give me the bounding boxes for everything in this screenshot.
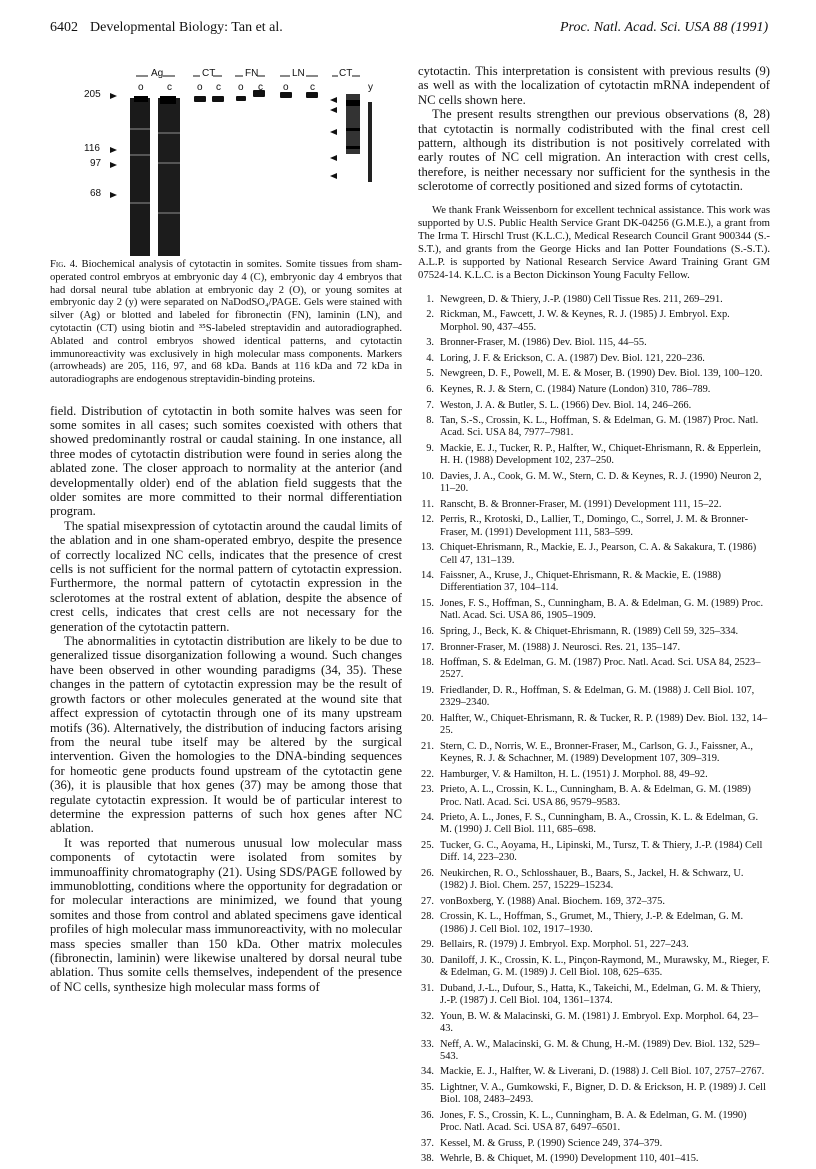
reference-item [418,542,770,567]
reference-item [418,471,770,496]
reference-item [418,741,770,766]
marker-97: 97 [90,158,102,169]
reference-text: Kessel, M. & Gruss, P. (1990) Science 249, 374–379. [440,1137,663,1149]
right-column [418,64,770,1169]
reference-text: Davies, J. A., Cook, G. M. W., Stern, C. D. & Keynes, R. J. (1990) Neuron 2, 11–20. [440,470,762,495]
section-title: Developmental Biology: Tan et al. [90,20,283,35]
reference-number: 12. [421,514,434,526]
reference-item [418,868,770,893]
reference-text: Perris, R., Krotoski, D., Lallier, T., Domingo, C., Sorrel, J. M. & Bronner-Fraser, M. (1991) Development 111, 583–599. [440,514,749,538]
reference-text: Duband, J.-L., Dufour, S., Hatta, K., Takeichi, M., Edelman, G. M. & Thiery, J.-P. (1987) J. Cell Biol. 104, 1361–1374. [440,982,761,1007]
group-label-ln: LN [292,68,305,79]
reference-number: 1. [426,293,434,305]
paragraph: cytotactin. This interpretation is consistent with previous results (9) as well as with the localization of cytotactin mRNA independent of NC cells shown here. [418,64,770,107]
reference-number: 33. [421,1038,434,1050]
reference-text: Bronner-Fraser, M. (1988) J. Neurosci. Res. 21, 135–147. [440,641,681,653]
reference-number: 34. [421,1066,434,1078]
reference-number: 35. [421,1082,434,1094]
reference-number: 7. [426,399,434,411]
lane-label: o [283,82,289,93]
figure-caption [50,259,402,387]
acknowledgment: We thank Frank Weissenborn for excellent technical assistance. This work was supported by U.S. Public Health Service Grant DK-04256 (G.M.E.), a grant from The Irma T. Hirschl Trust (K.L.C.), Medical Research Council Grant 900344 (S.-S.T.), and grants from the George Hicks and Ian Potter Foundations (S.-S.T.). A.L.P. is supported by National Research Service Award Training Grant GM 07524-14. K.L.C. is a Becton Dickinson Young Faculty Fellow. [418,203,770,281]
reference-number: 8. [426,415,434,427]
figure-caption-text: Biochemical analysis of cytotactin in somites. Somite tissues from sham-operated control embryos at embryonic day 4 (C), embryonic day 4 embryos that had dorsal neural tube ablation at embryonic day 2 (O), or young somites at embryonic day 2 (y) were separated on NaDodSO₄/PAGE. Gels were stained with silver (Ag) or blotted and labeled for fibronectin (FN), laminin (LN), and cytotactin (CT) using biotin and ³⁵S-labeled streptavidin and autoradiographed. Ablated and control embryos showed identical patterns, and cytotactin immunoreactivity was exclusively in high molecular mass components. Markers (arrowheads) are 205, 116, 97, and 68 kDa. Bands at 116 kDa and 72 kDa in autoradiographs are endogenous streptavidin-binding proteins. [50,259,402,386]
reference-number: 6. [426,383,434,395]
lane-label: c [258,82,263,93]
lane-label: c [216,82,221,93]
reference-text: Prieto, A. L., Crossin, K. L., Cunningham, B. A. & Edelman, G. M. (1989) Proc. Natl. Acad. Sci. USA 86, 9579–9583. [440,784,751,808]
reference-item [418,713,770,738]
reference-number: 28. [421,911,434,923]
reference-number: 4. [426,352,434,364]
reference-text: Loring, J. F. & Erickson, C. A. (1987) Dev. Biol. 121, 220–236. [440,352,705,364]
reference-text: Keynes, R. J. & Stern, C. (1984) Nature (London) 310, 786–789. [440,383,711,395]
reference-number: 16. [421,625,434,637]
reference-number: 10. [421,470,434,482]
lane-label: y [368,82,373,93]
reference-number: 2. [426,309,434,321]
reference-text: Mackie, E. J., Halfter, W. & Liverani, D. (1988) J. Cell Biol. 107, 2757–2767. [440,1066,765,1078]
paragraph: field. Distribution of cytotactin in both somite halves was seen for some somites in all cases; such somites coexisted with others that showed predominantly rostral or caudal staining. In one instance, all three modes of cytotactin distribution were found in series along the ablated zone. The closer approach to normality at the anterior (and developmentally older) end of the ablation field suggests that the older somites are more committed to their normal differentiation program. [50,403,402,519]
group-label-ct-2: CT [339,68,353,79]
reference-number: 19. [421,685,434,697]
marker-68: 68 [90,188,102,199]
reference-text: Wehrle, B. & Chiquet, M. (1990) Development 110, 401–415. [440,1153,699,1165]
reference-number: 23. [421,784,434,796]
reference-item [418,1039,770,1064]
reference-item [418,570,770,595]
reference-number: 29. [421,939,434,951]
reference-text: Weston, J. A. & Butler, S. L. (1966) Dev. Biol. 14, 246–266. [440,399,692,411]
reference-item [418,812,770,837]
reference-number: 24. [421,812,434,824]
reference-text: Neff, A. W., Malacinski, G. M. & Chung, H.-M. (1989) Dev. Biol. 132, 529–543. [440,1038,760,1062]
reference-text: Ranscht, B. & Bronner-Fraser, M. (1991) Development 111, 15–22. [440,498,722,510]
reference-item [418,1138,770,1150]
reference-number: 20. [421,712,434,724]
reference-text: Friedlander, D. R., Hoffman, S. & Edelman, G. M. (1988) J. Cell Biol. 107, 2329–2340. [440,685,755,709]
page-number: 6402 [50,20,78,35]
marker-205: 205 [84,89,101,100]
reference-number: 37. [421,1137,434,1149]
reference-text: Hamburger, V. & Hamilton, H. L. (1951) J. Morphol. 88, 49–92. [440,768,708,780]
reference-item [418,499,770,511]
figure-label: Fig. 4. [50,259,78,270]
reference-text: Stern, C. D., Norris, W. E., Bronner-Fraser, M., Carlson, G. J., Faissner, A., Keynes, R. J. & Schachner, M. (1989) Development 107, 309–319. [440,740,753,765]
reference-number: 21. [421,740,434,752]
reference-number: 30. [421,954,434,966]
reference-number: 38. [421,1153,434,1165]
gel-figure [50,62,402,257]
reference-item [418,1153,770,1165]
reference-text: Prieto, A. L., Jones, F. S., Cunningham, B. A., Crossin, K. L. & Edelman, G. M. (1990) J. Cell Biol. 111, 685–698. [440,812,759,836]
reference-item [418,784,770,809]
reference-number: 11. [421,498,434,510]
reference-number: 25. [421,840,434,852]
reference-number: 27. [421,895,434,907]
group-label-ag: Ag [151,68,164,79]
reference-number: 17. [421,641,434,653]
reference-item [418,1082,770,1107]
reference-item [418,514,770,539]
left-column [50,62,402,994]
paragraph: It was reported that numerous unusual low molecular mass components of cytotactin were isolated from somites by immunoaffinity chromatography (21). Using SDS/PAGE followed by immunoblotting, conditions where the opportunity for degradation or for molecular interactions are minimized, we found that young somites and those from control and ablated specimens gave identical profiles of high molecular mass immunoreactivity, with no molecular mass species smaller than 150 kDa. Other matrix molecules (fibronectin, laminin) were likewise unaltered by dorsal neural tube ablation. Thus somite cells themselves, independent of the presence of NC cells, synthesize high molecular mass forms of [50,835,402,994]
reference-number: 18. [421,657,434,669]
reference-text: Youn, B. W. & Malacinski, G. M. (1981) J. Embryol. Exp. Morphol. 64, 23–43. [440,1010,759,1034]
running-header [0,20,816,42]
reference-number: 9. [426,443,434,454]
reference-text: Jones, F. S., Hoffman, S., Cunningham, B. A. & Edelman, G. M. (1989) Proc. Natl. Acad. Sci. USA 86, 1905–1909. [440,598,764,622]
reference-text: Faissner, A., Kruse, J., Chiquet-Ehrismann, R. & Mackie, E. (1988) Differentiation 37, 104–114. [440,570,721,594]
reference-number: 3. [426,337,434,349]
paragraph: The spatial misexpression of cytotactin around the caudal limits of the ablation and in one sham-operated embryo, despite the presence of correctly localized NC cells, indicates that the presence of crest cells is not sufficient for the normal pattern of cytotactin expression. Furthermore, the normal pattern of cytotactin expression in the sclerotomes at the rostral extent of ablation, despite the absence of crest cells, indicates that crest cells are not necessary for the generation of the cytotactin pattern. [50,518,402,634]
reference-text: Bellairs, R. (1979) J. Embryol. Exp. Morphol. 51, 227–243. [440,939,689,951]
lane-label: o [238,82,244,93]
reference-number: 36. [421,1109,434,1121]
reference-item [418,1011,770,1036]
reference-item [418,939,770,951]
reference-item [418,400,770,412]
paragraph: The abnormalities in cytotactin distribution are likely to be due to generalized tissue disorganization following a wound. Such changes have been observed in other wounding paradigms (34, 35). These changes in the pattern of cytotactin expression may be the result of growth factors or other molecules generated at the wound site that affect expression of cytotactin through one of its many upstream motifs (36). Alternatively, the distribution of inducing factors arising from the neural tube itself may be altered by the surgical intervention. Given the homologies to the DNA-binding sequences for homeotic gene products found upstream of the cytotactin gene (36), it is plausible that hox genes (37) may be among those that regulate cytotactin expression. It would be of particular interest to determine the expression patterns of such hox genes after NC ablation. [50,634,402,836]
reference-number: 14. [421,570,434,582]
reference-text: Spring, J., Beck, K. & Chiquet-Ehrismann, R. (1989) Cell 59, 325–334. [440,625,739,637]
reference-number: 5. [426,368,434,380]
reference-item [418,294,770,306]
reference-item [418,642,770,654]
group-label-fn: FN [245,68,259,79]
lane-label: c [310,82,315,93]
reference-item [418,337,770,349]
reference-text: Rickman, M., Fawcett, J. W. & Keynes, R. J. (1985) J. Embryol. Exp. Morphol. 90, 437–455. [440,309,730,333]
reference-text: Tan, S.-S., Crossin, K. L., Hoffman, S. & Edelman, G. M. (1987) Proc. Natl. Acad. Sci. USA 84, 7977–7981. [440,415,759,439]
lane-label: o [197,82,203,93]
gel-image [50,62,402,257]
reference-item [418,415,770,440]
marker-116: 116 [84,143,100,154]
reference-number: 15. [421,598,434,610]
reference-item [418,840,770,865]
reference-text: Daniloff, J. K., Crossin, K. L., Pinçon-Raymond, M., Murawsky, M., Rieger, F. & Edelman, G. M. (1989) J. Cell Biol. 108, 625–635. [440,954,770,979]
reference-text: Jones, F. S., Crossin, K. L., Cunningham, B. A. & Edelman, G. M. (1990) Proc. Natl. Acad. Sci. USA 87, 6497–6501. [440,1109,747,1134]
reference-text: Tucker, G. C., Aoyama, H., Lipinski, M., Tursz, T. & Thiery, J.-P. (1984) Cell Diff. 14, 223–230. [440,840,763,864]
reference-item [418,911,770,936]
reference-text: Chiquet-Ehrismann, R., Mackie, E. J., Pearson, C. A. & Sakakura, T. (1986) Cell 47, 131–139. [440,542,757,566]
reference-item [418,598,770,623]
reference-item [418,955,770,980]
reference-text: vonBoxberg, Y. (1988) Anal. Biochem. 169, 372–375. [440,895,665,907]
reference-number: 31. [421,982,434,994]
reference-text: Mackie, E. J., Tucker, R. P., Halfter, W., Chiquet-Ehrismann, R. & Epperlein, H. H. (1988) Development 102, 237–250. [440,443,761,467]
journal-citation: Proc. Natl. Acad. Sci. USA 88 (1991) [560,20,769,35]
reference-item [418,1066,770,1078]
lane-label: o [138,82,144,93]
reference-item [418,353,770,365]
reference-item [418,769,770,781]
reference-number: 22. [421,768,434,780]
reference-item [418,1110,770,1135]
reference-text: Hoffman, S. & Edelman, G. M. (1987) Proc. Natl. Acad. Sci. USA 84, 2523–2527. [440,657,761,681]
reference-text: Crossin, K. L., Hoffman, S., Grumet, M., Thiery, J.-P. & Edelman, G. M. (1986) J. Cell Biol. 102, 1917–1930. [440,911,744,935]
reference-number: 32. [421,1010,434,1022]
reference-text: Newgreen, D. F., Powell, M. E. & Moser, B. (1990) Dev. Biol. 139, 100–120. [440,368,763,380]
reference-text: Newgreen, D. & Thiery, J.-P. (1980) Cell Tissue Res. 211, 269–291. [440,293,723,305]
lane-label: c [167,82,172,93]
reference-item [418,657,770,682]
reference-item [418,896,770,908]
reference-item [418,368,770,380]
reference-item [418,626,770,638]
reference-item [418,443,770,468]
reference-text: Lightner, V. A., Gumkowski, F., Bigner, D. D. & Erickson, H. P. (1989) J. Cell Biol. 108, 2483–2493. [440,1082,766,1106]
reference-item [418,384,770,396]
reference-item [418,983,770,1008]
reference-text: Halfter, W., Chiquet-Ehrismann, R. & Tucker, R. P. (1989) Dev. Biol. 132, 14–25. [440,712,768,737]
reference-number: 26. [421,867,434,879]
reference-text: Bronner-Fraser, M. (1986) Dev. Biol. 115, 44–55. [440,337,647,349]
reference-item [418,685,770,710]
paragraph: The present results strengthen our previous observations (8, 28) that cytotactin is normally codistributed with the final crest cell pattern, although its distribution is not positively correlated with early routes of NC cell migration. An interaction with crest cells, therefore, is neither necessary nor sufficient for the synthesis in the sclerotome of correctly positioned and sized forms of cytotactin. [418,107,770,194]
group-label-ct: CT [202,68,216,79]
reference-text: Neukirchen, R. O., Schlosshauer, B., Baars, S., Jackel, H. & Schwarz, U. (1982) J. Biol. Chem. 257, 15229–15234. [440,867,744,892]
reference-item [418,309,770,334]
reference-list [418,294,770,1166]
reference-number: 13. [421,542,434,554]
